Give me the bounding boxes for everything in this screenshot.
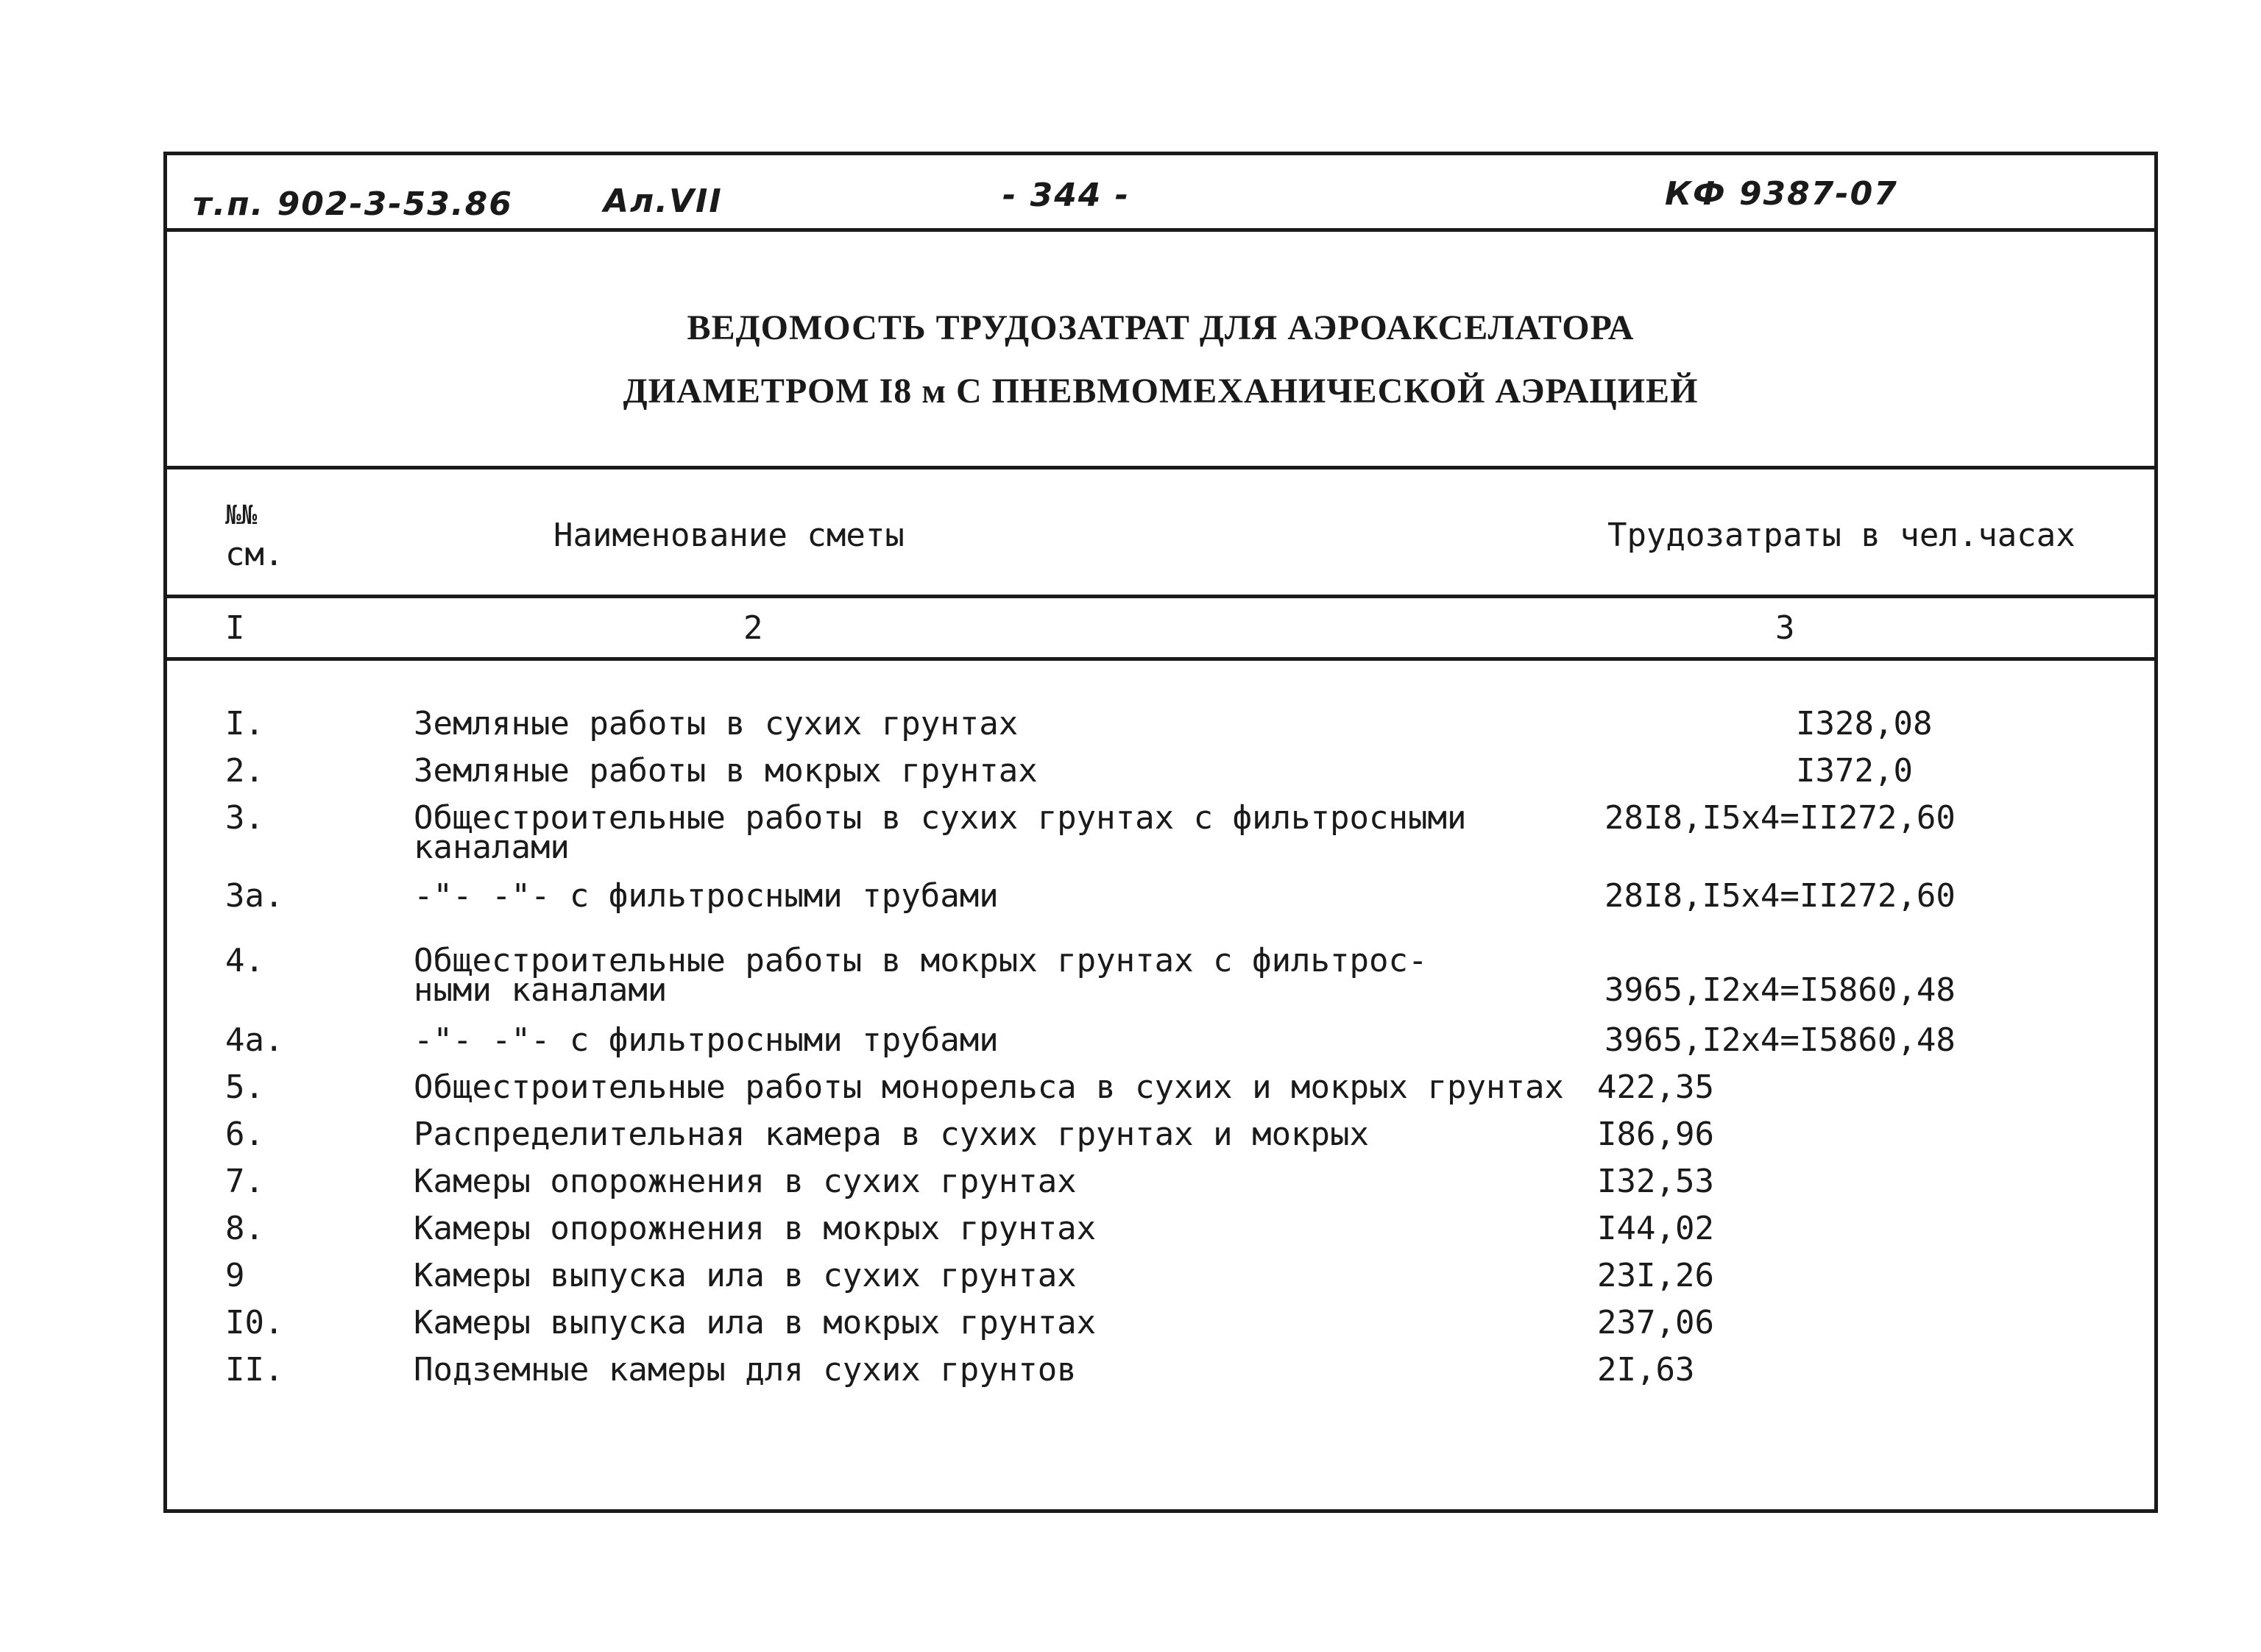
column-number-2: 2 [743,609,763,647]
row-number: I0. [225,1304,284,1341]
row-name: Камеры опорожнения в мокрых грунтах [414,1210,1097,1247]
title-divider [163,466,2158,469]
row-number: 5. [225,1068,264,1106]
title-line-1: ВЕДОМОСТЬ ТРУДОЗАТРАТ ДЛЯ АЭРОАКСЕЛАТОРА [687,308,1635,347]
row-value: 3965,I2x4=I5860,48 [1604,1021,1956,1059]
row-number: II. [225,1351,284,1389]
row-name: Земляные работы в мокрых грунтах [414,752,1038,790]
row-number: I. [225,705,264,742]
row-value: 2I,63 [1597,1351,1695,1389]
row-name: Общестроительные работы в сухих грунтах с фильтросными [414,799,1467,837]
row-number: 3а. [225,877,284,915]
album-number: Ал.VII [604,182,723,220]
row-number: 6. [225,1116,264,1153]
row-value: 422,35 [1597,1068,1714,1106]
row-number: 4. [225,942,264,979]
column-header-labor: Трудозатраты в чел.часах [1607,517,2076,554]
row-name: Камеры опорожнения в сухих грунтах [414,1163,1077,1200]
row-value: I328,08 [1796,705,1933,742]
row-name: Общестроительные работы в мокрых грунтах с фильтрос- [414,942,1428,979]
page-number: - 344 - [1002,177,1130,214]
row-value: I32,53 [1597,1163,1714,1200]
header-divider [163,228,2158,232]
doc-code: т.п. 902-3-53.86 [193,185,513,223]
row-name: Распределительная камера в сухих грунтах и мокрых [414,1116,1370,1153]
column-number-3: 3 [1775,609,1795,647]
row-value: 28I8,I5x4=II272,60 [1604,877,1956,915]
row-number: 8. [225,1210,264,1247]
row-name: Общестроительные работы монорельса в сухих и мокрых грунтах [414,1068,1564,1106]
column-header-num-line2: см. [225,536,284,573]
row-number: 3. [225,799,264,837]
row-name: Земляные работы в сухих грунтах [414,705,1019,742]
column-number-divider [163,657,2158,661]
column-header-num-line1: №№ [225,500,258,531]
column-number-1: I [225,609,245,647]
title-line-2: ДИАМЕТРОМ I8 м С ПНЕВМОМЕХАНИЧЕСКОЙ АЭРАЦИЕЙ [623,372,1699,411]
row-value: 28I8,I5x4=II272,60 [1604,799,1956,837]
row-number: 4а. [225,1021,284,1059]
row-name: Подземные камеры для сухих грунтов [414,1351,1077,1389]
row-name: -"- -"- с фильтросными трубами [414,1021,999,1059]
row-value: 3965,I2x4=I5860,48 [1604,971,1956,1009]
row-number: 9 [225,1257,245,1294]
row-value: I86,96 [1597,1116,1714,1153]
row-name: Камеры выпуска ила в сухих грунтах [414,1257,1077,1294]
row-name: -"- -"- с фильтросными трубами [414,877,999,915]
sheet-code: КФ 9387-07 [1665,175,1898,213]
row-number: 7. [225,1163,264,1200]
row-name: Камеры выпуска ила в мокрых грунтах [414,1304,1097,1341]
row-value: I44,02 [1597,1210,1714,1247]
row-value: I372,0 [1796,752,1913,790]
row-name-continuation: каналами [414,829,570,866]
row-name-continuation: ными каналами [414,971,668,1009]
column-header-divider [163,595,2158,598]
row-number: 2. [225,752,264,790]
row-value: 237,06 [1597,1304,1714,1341]
row-value: 23I,26 [1597,1257,1714,1294]
column-header-name: Наименование сметы [553,517,905,554]
